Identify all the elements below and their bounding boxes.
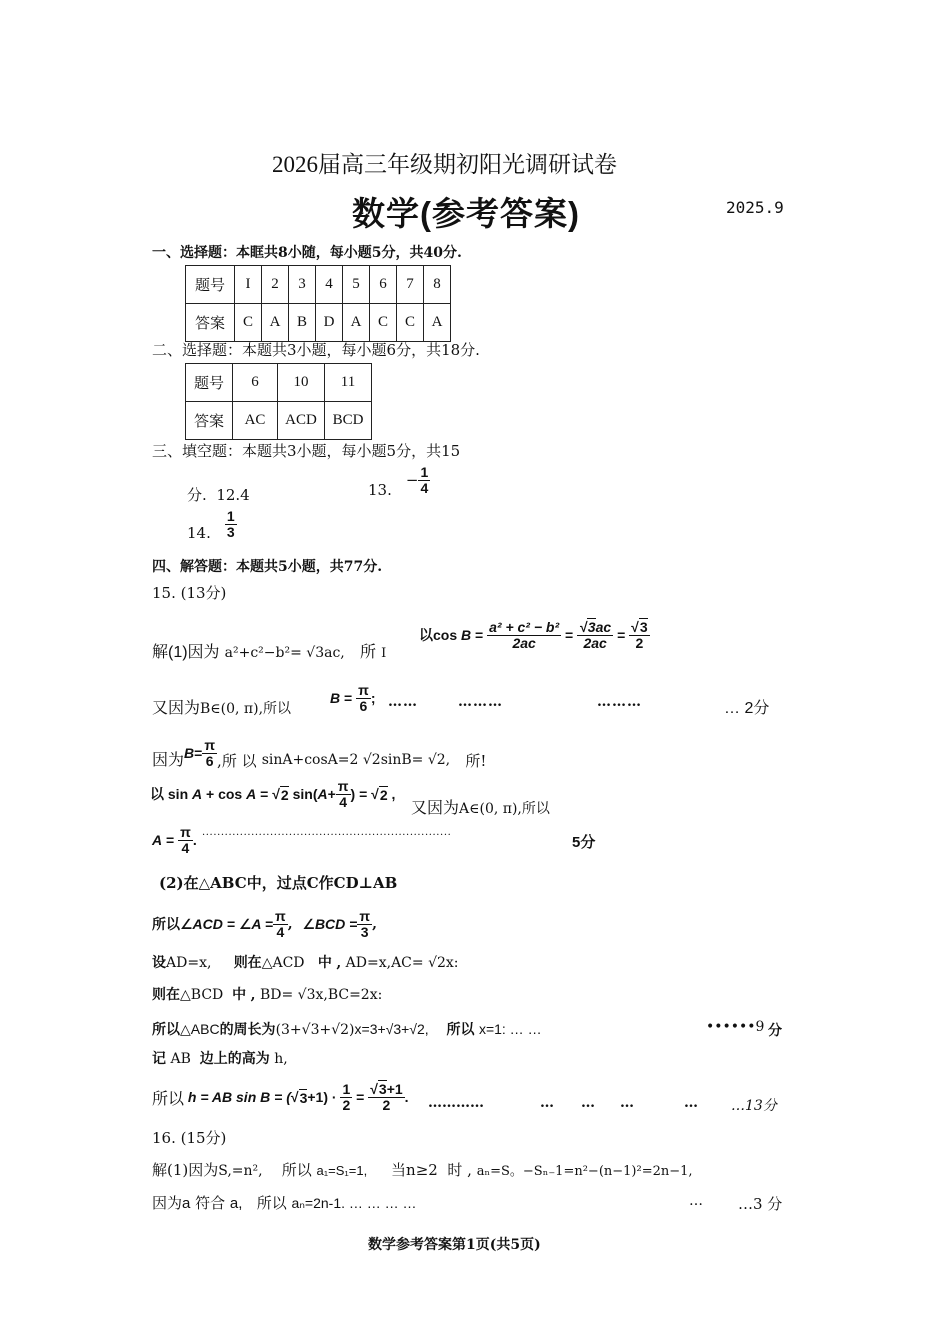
table-cell: 7 — [397, 266, 424, 304]
text: 设 — [152, 955, 166, 971]
table-cell: 10 — [278, 364, 325, 402]
math-text: x=3+√3+√2, — [354, 1021, 429, 1037]
numerator: π — [204, 736, 216, 753]
math-text: ∠ACD = ∠A = — [180, 915, 274, 932]
var: A — [317, 786, 328, 802]
math-text: BD= √3x,BC=2x: — [259, 987, 383, 1003]
text: 所以 — [152, 917, 180, 933]
q15-A-value — [152, 818, 197, 862]
score-label: … 2分 — [724, 700, 770, 717]
radicand: 3 — [299, 1089, 308, 1106]
fraction — [336, 779, 351, 809]
math-text: △ABC — [180, 1021, 220, 1037]
q15-line10 — [152, 1019, 542, 1039]
var: B — [330, 690, 341, 706]
table-cell: AC — [233, 402, 278, 440]
text: 则在 — [233, 955, 262, 971]
q15-angles — [152, 902, 377, 946]
text: 边上的高为 — [199, 1051, 270, 1067]
table-cell: 4 — [316, 266, 343, 304]
exam-date: 2025.9 — [726, 198, 784, 217]
text: 的周长为 — [219, 1022, 276, 1038]
table-cell: ACD — [278, 402, 325, 440]
text: 所以 — [446, 1022, 475, 1038]
table-cell: C — [397, 304, 424, 342]
text: , — [250, 987, 256, 1003]
text: + — [327, 786, 336, 802]
var: B — [184, 745, 195, 761]
math-text: = AB sin B = ( — [200, 1089, 291, 1105]
dot-leader: … — [684, 1095, 698, 1111]
table-row — [186, 304, 451, 342]
text: 所以 — [256, 1194, 287, 1212]
text: 所以 — [152, 1090, 185, 1108]
text: = — [475, 627, 484, 643]
text: = — [344, 690, 353, 706]
numerator: √3ac — [579, 618, 612, 635]
table-header-cell: 答案 — [186, 402, 233, 440]
text: 符合 — [195, 1194, 226, 1212]
math-text: a, — [229, 1195, 243, 1212]
denominator: 2 — [635, 634, 644, 651]
q15-line8 — [152, 952, 459, 972]
score-label: ••••••9 — [706, 1019, 765, 1035]
text: , — [336, 955, 342, 971]
text: , — [372, 916, 377, 932]
text: , — [391, 786, 396, 802]
math-text: aₙ=S。−Sₙ₋1=n²−(n−1)²=2n−1, — [476, 1164, 693, 1179]
table-row — [186, 402, 372, 440]
denominator: 2 — [382, 1096, 391, 1113]
text: I — [381, 646, 387, 661]
math-text: aₙ=2n-1. … … … … — [291, 1195, 417, 1211]
math-text: S,=n², — [218, 1163, 263, 1179]
section1-heading: 一、选择题：本眶共8小随，每小题5分，共40分. — [152, 245, 462, 261]
math-text: a₁=S₁=1, — [316, 1163, 368, 1178]
denominator: 4 — [276, 923, 285, 940]
table-cell: I — [235, 266, 262, 304]
fraction — [202, 738, 217, 768]
score-label: …13分 — [731, 1098, 777, 1114]
fraction — [178, 825, 193, 855]
table-cell: 8 — [424, 266, 451, 304]
q13-answer — [368, 458, 430, 502]
table-row — [186, 364, 372, 402]
numerator: 1 — [342, 1080, 351, 1097]
var: A — [246, 786, 257, 802]
text: ) — [350, 786, 356, 802]
score-unit: 分 — [768, 1023, 782, 1039]
text: 记 — [152, 1051, 166, 1067]
math-text: sinA+cosA=2 √2sinB= √2, — [261, 752, 451, 768]
text: 中 — [317, 955, 332, 971]
q15-cosB-formula — [419, 610, 650, 660]
fraction — [487, 620, 561, 650]
text: . — [192, 832, 197, 848]
text: 因为 — [152, 751, 185, 769]
text: = — [617, 627, 626, 643]
math-text: a²+c²−b²= √3ac, — [224, 645, 345, 661]
dot-leader: ……… — [458, 694, 503, 710]
denominator: 4 — [420, 479, 429, 496]
table-cell: C — [370, 304, 397, 342]
denominator: 4 — [339, 793, 348, 810]
text: 解(1)因为 — [152, 1161, 219, 1179]
denominator: 2 — [342, 1096, 351, 1113]
text: 则在 — [152, 987, 180, 1003]
score-label: 5分 — [572, 834, 596, 851]
numerator: 1 — [420, 463, 429, 480]
fraction — [356, 683, 371, 713]
numerator: √3 — [631, 618, 648, 635]
q14-answer — [187, 502, 237, 546]
q16-line2 — [152, 1192, 417, 1213]
numerator: π — [337, 777, 349, 794]
math-text: A∈(0, π),所以 — [459, 801, 550, 817]
table-cell: 11 — [325, 364, 372, 402]
math-text: (3+√3+√2) — [275, 1022, 355, 1038]
fraction — [629, 620, 649, 650]
radicand: 2 — [280, 786, 289, 803]
text: 以 sin — [150, 786, 189, 802]
math-text: h, — [274, 1051, 288, 1067]
math-text: ∠BCD = — [302, 915, 358, 932]
fraction — [273, 909, 288, 939]
math-text: AD=x,AC= √2x: — [345, 955, 459, 971]
text: ,所 以 — [217, 751, 257, 770]
text: 时 — [447, 1161, 463, 1179]
q15-line3 — [152, 731, 486, 775]
table-cell: 6 — [370, 266, 397, 304]
table-header-cell: 题号 — [186, 364, 233, 402]
dot-leader: … — [620, 1095, 634, 1111]
table-cell: 6 — [233, 364, 278, 402]
table-cell: B — [289, 304, 316, 342]
text: 解(1)因为 — [152, 644, 220, 661]
dot-leader: … — [540, 1095, 554, 1111]
var: A — [192, 786, 203, 802]
text: +1) · — [307, 1089, 337, 1105]
text: 以cos — [419, 627, 458, 643]
table-cell: C — [235, 304, 262, 342]
numerator: π — [275, 907, 286, 924]
text: , — [287, 916, 293, 932]
table-cell: 3 — [289, 266, 316, 304]
text: 所以 — [152, 1022, 180, 1038]
q15-B-value — [330, 676, 375, 720]
table-cell: 5 — [343, 266, 370, 304]
text: 又因为 — [411, 800, 460, 817]
numerator: a² + c² − b² — [489, 618, 560, 635]
text: = — [359, 786, 368, 802]
section2-heading: 二、选择题：本题共3小题，每小题6分，共18分. — [152, 341, 480, 359]
text: +1 — [386, 1080, 403, 1097]
math-text: △BCD — [180, 987, 224, 1003]
math-text: B∈(0, π),所以 — [200, 701, 292, 717]
radicand: 3 — [639, 618, 648, 635]
table-cell: A — [262, 304, 289, 342]
math-text: x=1: … … — [478, 1021, 542, 1037]
denominator: 2ac — [583, 634, 607, 651]
text: 所以 — [281, 1161, 312, 1179]
q13-label: 13. — [368, 481, 392, 499]
numerator: π — [359, 907, 371, 924]
math-text: AD=x, — [166, 955, 212, 971]
numerator: π — [358, 681, 369, 698]
table-header-cell: 答案 — [186, 304, 235, 342]
fraction — [577, 620, 613, 650]
q15-line11 — [152, 1048, 288, 1068]
q15-line1-text — [152, 639, 386, 662]
text: = — [194, 745, 203, 761]
q16-title: 16. (15分) — [152, 1129, 227, 1147]
table-cell: A — [424, 304, 451, 342]
q13-fraction — [418, 465, 430, 495]
q14-label: 14. — [187, 524, 211, 542]
text: = — [260, 786, 269, 802]
q15-title: 15. (13分) — [152, 584, 227, 602]
table-cell: A — [343, 304, 370, 342]
table-cell: D — [316, 304, 343, 342]
section3-heading: 三、填空题：本题共3小题，每小题5分，共15 — [152, 442, 461, 460]
text: 分. — [187, 486, 207, 504]
fraction — [368, 1082, 404, 1112]
text: 又因为 — [152, 700, 201, 717]
score-label: …3 分 — [738, 1195, 783, 1213]
q15-line9 — [152, 984, 382, 1004]
q15-line4-text — [411, 795, 550, 818]
denominator: 2ac — [512, 634, 536, 651]
page-subtitle: 数学(参考答案) — [352, 195, 580, 232]
text: 因为a — [152, 1195, 191, 1212]
q15-part2-heading: (2)在△ABC中，过点C作CD⊥AB — [159, 874, 398, 892]
text: = — [565, 627, 574, 643]
fraction — [357, 909, 372, 939]
text: + cos — [206, 786, 243, 802]
q15-line2-text — [152, 695, 291, 718]
q16-line1 — [152, 1159, 693, 1180]
text: . — [404, 1089, 409, 1105]
denominator: 3 — [360, 923, 369, 940]
radicand: 3 — [587, 618, 596, 635]
table-header-cell: 题号 — [186, 266, 235, 304]
text: 所! — [465, 751, 487, 770]
numerator: 1 — [226, 507, 235, 524]
text: sin( — [292, 786, 318, 802]
table-cell: 2 — [262, 266, 289, 304]
var: h — [187, 1089, 197, 1105]
dot-leader: ·································································· — [202, 830, 452, 841]
math-text: △ACD — [261, 955, 305, 971]
text: ; — [370, 690, 376, 706]
multi-choice-answer-table — [185, 363, 372, 440]
minus-sign: − — [405, 471, 419, 489]
page-footer: 数学参考答案第1页(共5页) — [368, 1237, 541, 1253]
numerator: π — [180, 823, 191, 840]
denominator: 6 — [359, 697, 368, 714]
table-row — [186, 266, 451, 304]
text: 当n≥2 — [391, 1161, 438, 1179]
radicand: 2 — [379, 786, 388, 803]
dot-leader: …… — [388, 694, 418, 710]
text: , — [467, 1161, 472, 1179]
dot-leader: ……… — [597, 694, 642, 710]
section4-heading: 四、解答题：本题共5小题，共77分. — [152, 559, 383, 575]
denominator: 6 — [205, 752, 214, 769]
text: 所 — [360, 642, 377, 661]
math-text: AB — [170, 1051, 191, 1067]
page-title: 2026届高三年级期初阳光调研试卷 — [272, 152, 617, 177]
text: = — [356, 1089, 365, 1105]
q15-sinA-cosA-formula: 以 sin A + cos A = √ 2 sin( A + $\frac{\pi}{4}$ ) = √ 2 , — [150, 777, 396, 810]
var: B — [461, 627, 472, 643]
text: 12.4 — [216, 486, 250, 504]
text: ac — [595, 618, 612, 635]
choice-answer-table — [185, 265, 451, 342]
denominator: 4 — [181, 839, 190, 856]
dot-leader: … — [581, 1095, 595, 1111]
dot-leader: ………… — [428, 1095, 484, 1111]
numerator: √3+1 — [370, 1080, 403, 1097]
denominator: 3 — [226, 523, 235, 540]
q14-fraction — [225, 509, 237, 539]
radicand: 3 — [378, 1080, 387, 1097]
text: = — [166, 832, 175, 848]
table-cell: BCD — [325, 402, 372, 440]
var: A — [152, 832, 163, 848]
q15-height-formula: 所以 h = AB sin B = ( √ 3 +1) · $\frac{1}{2}$ = $\frac{√3+1}{2}$ . — [152, 1080, 409, 1113]
fraction — [340, 1082, 352, 1112]
text: 中 — [232, 987, 247, 1003]
dot-leader: … — [689, 1193, 703, 1209]
